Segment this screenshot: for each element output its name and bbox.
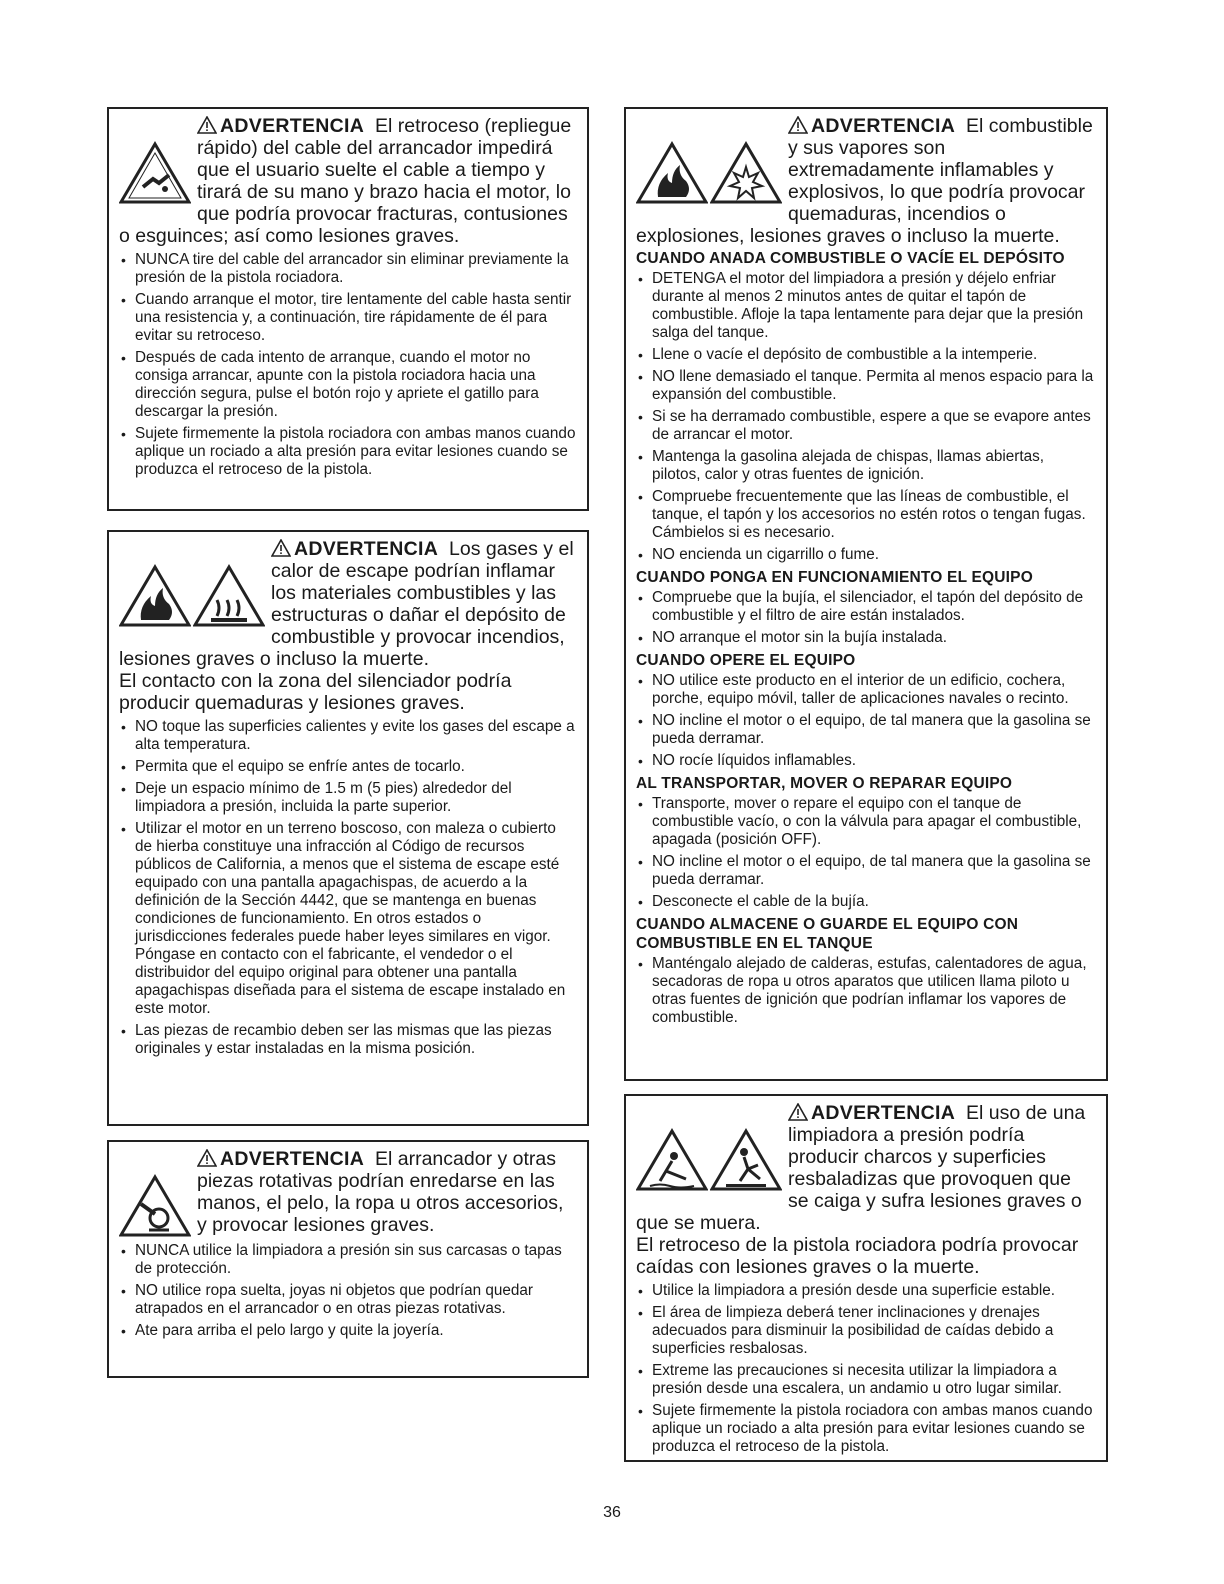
list-item: • Sujete firmemente la pistola rociadora con ambas manos cuando aplique un rociado a alta presión para evitar lesiones cuando se produzca el retroceso de la pistola. [636, 1402, 1096, 1456]
list-item: • Si se ha derramado combustible, espere a que se evapore antes de arrancar el motor. [636, 408, 1096, 444]
bullet-list [636, 1282, 1096, 1456]
list-item: • NO encienda un cigarrillo o fume. [636, 546, 1096, 564]
section-heading: CUANDO ALMACENE O GUARDE EL EQUIPO CON COMBUSTIBLE EN EL TANQUE [636, 916, 1019, 952]
warning-keyword: ADVERTENCIA [811, 1102, 956, 1124]
warning-box-slip [624, 1094, 1108, 1462]
page-number: 36 [603, 1504, 621, 1521]
list-item: • Desconecte el cable de la bujía. [636, 893, 1096, 911]
list-item: • Las piezas de recambio deben ser las mismas que las piezas originales y estar instaladas en la misma posición. [119, 1022, 577, 1058]
fire-icon [119, 564, 191, 628]
list-item: • Compruebe que la bujía, el silenciador, el tapón del depósito de combustible y el filtro de aire están instalados. [636, 589, 1096, 625]
list-item: • NO incline el motor o el equipo, de tal manera que la gasolina se pueda derramar. [636, 712, 1096, 748]
warning-keyword: ADVERTENCIA [220, 1148, 365, 1170]
warning-keyword: ADVERTENCIA [811, 115, 956, 137]
list-item: • Utilizar el motor en un terreno boscoso, con maleza o cubierto de hierba constituye una infracción al Código de recursos públicos de California, a menos que el sistema de escape esté equipado con una pantalla apagachispas, de acuerdo a la definición de la Sección 4442, que se mantenga en buenas condiciones de funcionamiento. En otros estados o jurisdicciones federales puede haber leyes similares en vigor. Póngase en contacto con el fabricante, el vendedor o el distribuidor del equipo original para obtener una pantalla apagachispas diseñada para el sistema de escape instalado en este motor. [119, 820, 577, 1018]
warning-lead-text: El uso de una limpiadora a presión podría producir charcos y superficies resbaladizas que provoquen que se caiga y sufra lesiones graves o que se muera. [636, 1102, 1086, 1234]
fall-hazard-icon [710, 1128, 782, 1192]
warning-header [636, 115, 1096, 247]
explosion-icon [710, 141, 782, 205]
warning-lead-text: El combustible y sus vapores son extremadamente inflamables y explosivos, lo que podría provocar quemaduras, incendios o explosiones, lesiones graves o incluso la muerte. [636, 115, 1093, 247]
list-item: • Mantenga la gasolina alejada de chispas, llamas abiertas, pilotos, calor y otras fuentes de ignición. [636, 448, 1096, 484]
list-item: • Deje un espacio mínimo de 1.5 m (5 pies) alrededor del limpiadora a presión, incluida la parte superior. [119, 780, 577, 816]
bullet-list [119, 1242, 577, 1340]
warning-box-fuel [624, 107, 1108, 1081]
list-item: • NO arranque el motor sin la bujía instalada. [636, 629, 1096, 647]
entanglement-icon [119, 1174, 191, 1238]
hand-pulled-hazard-icon [119, 141, 191, 205]
section-heading: CUANDO OPERE EL EQUIPO [636, 652, 856, 669]
list-item: • NO utilice ropa suelta, joyas ni objetos que podrían quedar atrapados en el arrancador o en otras piezas rotativas. [119, 1282, 577, 1318]
warning-extra-text: El contacto con la zona del silenciador podría producir quemaduras y lesiones graves. [119, 670, 512, 714]
warning-box-rotating [107, 1140, 589, 1378]
warning-triangle-icon [197, 116, 217, 134]
list-item: • Llene o vacíe el depósito de combustible a la intemperie. [636, 346, 1096, 364]
list-item: • NUNCA tire del cable del arrancador sin eliminar previamente la presión de la pistola rociadora. [119, 251, 577, 287]
warning-extra-text: El retroceso de la pistola rociadora podría provocar caídas con lesiones graves o la muerte. [636, 1234, 1079, 1278]
list-item: • Cuando arranque el motor, tire lentamente del cable hasta sentir una resistencia y, a continuación, tire rápidamente de él para evitar su retroceso. [119, 291, 577, 345]
bullet-list [636, 589, 1096, 647]
warning-keyword: ADVERTENCIA [294, 538, 439, 560]
fire-icon [636, 141, 708, 205]
section-heading: CUANDO PONGA EN FUNCIONAMIENTO EL EQUIPO [636, 569, 1033, 586]
warning-triangle-icon [271, 539, 291, 557]
warning-header [119, 115, 577, 247]
bullet-list [636, 270, 1096, 564]
warning-keyword: ADVERTENCIA [220, 115, 365, 137]
list-item: • NO toque las superficies calientes y evite los gases del escape a alta temperatura. [119, 718, 577, 754]
warning-triangle-icon [788, 1103, 808, 1121]
list-item: • NO llene demasiado el tanque. Permita al menos espacio para la expansión del combustible. [636, 368, 1096, 404]
warning-box-recoil [107, 107, 589, 511]
list-item: • Permita que el equipo se enfríe antes de tocarlo. [119, 758, 577, 776]
bullet-list [636, 795, 1096, 911]
warning-header [119, 538, 577, 670]
list-item: • NO incline el motor o el equipo, de tal manera que la gasolina se pueda derramar. [636, 853, 1096, 889]
warning-lead-text: El arrancador y otras piezas rotativas podrían enredarse en las manos, el pelo, la ropa u otros accesorios, y provocar lesiones graves. [197, 1148, 564, 1236]
list-item: • DETENGA el motor del limpiadora a presión y déjelo enfriar durante al menos 2 minutos antes de quitar el tapón de combustible. Afloje la tapa lentamente para dejar que la presión salga del tanque. [636, 270, 1096, 342]
list-item: • Compruebe frecuentemente que las líneas de combustible, el tanque, el tapón y los accesorios no estén rotos o tengan fugas. Cámbielos si es necesario. [636, 488, 1096, 542]
hot-surface-icon [193, 564, 265, 628]
warning-triangle-icon [788, 116, 808, 134]
list-item: • Extreme las precauciones si necesita utilizar la limpiadora a presión desde una escalera, un andamio u otro lugar similar. [636, 1362, 1096, 1398]
list-item: • Ate para arriba el pelo largo y quite la joyería. [119, 1322, 577, 1340]
list-item: • NO utilice este producto en el interior de un edificio, cochera, porche, equipo móvil, taller de aplicaciones navales o recinto. [636, 672, 1096, 708]
list-item: • NUNCA utilice la limpiadora a presión sin sus carcasas o tapas de protección. [119, 1242, 577, 1278]
list-item: • El área de limpieza deberá tener inclinaciones y drenajes adecuados para disminuir la posibilidad de caídas debido a superficies resbalosas. [636, 1304, 1096, 1358]
warning-header [119, 1148, 577, 1238]
warning-lead-text: El retroceso (repliegue rápido) del cable del arrancador impedirá que el usuario suelte el cable a tiempo y tirará de su mano y brazo hacia el motor, lo que podría provocar fracturas, contusiones o esguinces; así como lesiones graves. [119, 115, 572, 247]
list-item: • Transporte, mover o repare el equipo con el tanque de combustible vacío, o con la válvula para apagar el combustible, apagada (posición OFF). [636, 795, 1096, 849]
list-item: • NO rocíe líquidos inflamables. [636, 752, 1096, 770]
warning-box-exhaust [107, 530, 589, 1126]
section-heading: AL TRANSPORTAR, MOVER O REPARAR EQUIPO [636, 775, 1013, 792]
list-item: • Manténgalo alejado de calderas, estufas, calentadores de agua, secadoras de ropa u otros aparatos que utilicen llama piloto u otras fuentes de ignición que podrían inflamar los vapores de combustible. [636, 955, 1096, 1027]
section-heading: CUANDO ANADA COMBUSTIBLE O VACÍE EL DEPÓSITO [636, 250, 1065, 267]
warning-triangle-icon [197, 1149, 217, 1167]
warning-lead-text: Los gases y el calor de escape podrían inflamar los materiales combustibles y las estructuras o dañar el depósito de combustible y provocar incendios, lesiones graves o incluso la muerte. [119, 538, 574, 670]
list-item: • Después de cada intento de arranque, cuando el motor no consiga arrancar, apunte con la pistola rociadora hacia una dirección segura, pulse el botón rojo y apriete el gatillo para descargar la presión. [119, 349, 577, 421]
warning-header [636, 1102, 1096, 1234]
list-item: • Sujete firmemente la pistola rociadora con ambas manos cuando aplique un rociado a alta presión para evitar lesiones cuando se produzca el retroceso de la pistola. [119, 425, 577, 479]
bullet-list [119, 251, 577, 479]
list-item: • Utilice la limpiadora a presión desde una superficie estable. [636, 1282, 1096, 1300]
slip-hazard-icon [636, 1128, 708, 1192]
bullet-list [119, 718, 577, 1058]
bullet-list [636, 672, 1096, 770]
bullet-list [636, 955, 1096, 1027]
